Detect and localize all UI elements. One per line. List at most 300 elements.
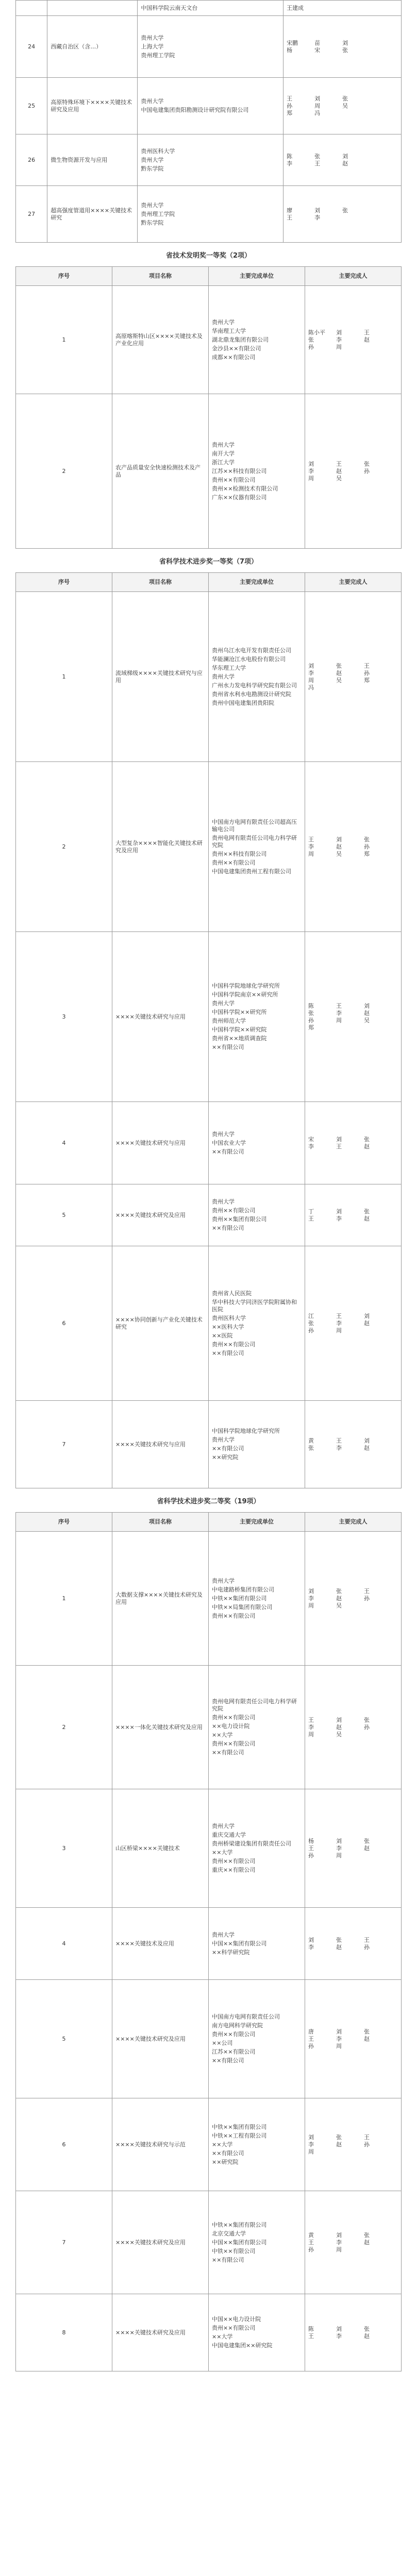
completing-people bbox=[305, 1401, 402, 1488]
completing-people bbox=[305, 1184, 402, 1246]
person-name: 李 bbox=[308, 843, 314, 850]
unit-name: 贵州大学 bbox=[212, 318, 235, 326]
project-name: ××××一体化关键技术研究及应用 bbox=[112, 1666, 209, 1789]
unit-name: ××大学 bbox=[212, 2141, 233, 2148]
person-name: 李 bbox=[336, 1319, 342, 1327]
person-name: 孙 bbox=[308, 2042, 314, 2049]
person-name: 张 bbox=[342, 46, 348, 54]
person-name: 黄 bbox=[308, 1437, 314, 1444]
unit-name: 中国科学院××研究所 bbox=[212, 1009, 267, 1015]
unit-name: 中铁××局集团有限公司 bbox=[212, 1603, 273, 1611]
unit-name: 广东××仪器有限公司 bbox=[212, 494, 267, 501]
person-name: 孙 bbox=[364, 1943, 370, 1951]
person-name: 王 bbox=[287, 214, 293, 221]
unit-name: ××医科大学 bbox=[212, 1323, 244, 1330]
person-name: 张 bbox=[364, 1837, 370, 1844]
unit-name: 中国科学院云南天文台 bbox=[141, 4, 198, 11]
person-name: 赵 bbox=[364, 1319, 370, 1327]
unit-name: 贵州乌江水电开发有限责任公司 bbox=[212, 647, 291, 654]
unit-name: ××有限公司 bbox=[212, 1349, 244, 1357]
unit-name: 贵州大学 bbox=[212, 1436, 235, 1443]
row-number: 27 bbox=[16, 186, 47, 243]
unit-name: 贵州大学 bbox=[212, 1931, 235, 1938]
person-name: 张 bbox=[336, 1936, 342, 1943]
person-name: 杨 bbox=[287, 46, 293, 54]
person-name: 冯 bbox=[308, 684, 314, 691]
unit-name: 南开大学 bbox=[212, 450, 235, 457]
table-header-row bbox=[16, 1513, 402, 1532]
row-number: 24 bbox=[16, 16, 47, 78]
person-name: 唐 bbox=[308, 2028, 314, 2035]
person-name: 刘 bbox=[314, 95, 321, 102]
person-name: 赵 bbox=[364, 1844, 370, 1852]
unit-name: 中国南方电网有限责任公司 bbox=[212, 2013, 280, 2020]
person-name: 王 bbox=[364, 1587, 370, 1595]
completing-units bbox=[209, 2098, 305, 2191]
person-name: 李 bbox=[336, 1215, 342, 1222]
unit-name: 贵州省人民医院 bbox=[212, 1290, 252, 1297]
unit-name: 华能澜沧江水电股份有限公司 bbox=[212, 655, 286, 663]
person-name: 张 bbox=[336, 662, 342, 669]
person-name: 刘 bbox=[364, 1002, 370, 1009]
person-name: 陈小平 bbox=[308, 329, 325, 336]
person-name: 刘 bbox=[336, 329, 342, 336]
header-people: 主要完成人 bbox=[305, 1513, 402, 1532]
unit-name: 贵州大学 bbox=[141, 98, 164, 105]
person-name: 吴 bbox=[336, 1602, 342, 1609]
table-row bbox=[16, 1789, 402, 1908]
person-name: 刘 bbox=[364, 1312, 370, 1319]
person-name: 周 bbox=[308, 1731, 314, 1738]
person-name: 刘 bbox=[308, 460, 314, 467]
section-title-innovation: 省技术发明奖一等奖（2项） bbox=[165, 252, 252, 260]
person-name: 李 bbox=[287, 160, 293, 167]
completing-units bbox=[209, 762, 305, 932]
person-name: 张 bbox=[364, 1716, 370, 1723]
unit-name: 贵州××有限公司 bbox=[212, 1341, 256, 1348]
completing-units bbox=[138, 186, 283, 243]
person-name: 刘 bbox=[314, 207, 321, 214]
person-name: 李 bbox=[308, 1943, 314, 1951]
unit-name: 江苏××有限公司 bbox=[212, 2048, 256, 2055]
unit-name: ××有限公司 bbox=[212, 1749, 244, 1756]
completing-people bbox=[283, 16, 402, 78]
row-number: 4 bbox=[16, 1102, 112, 1184]
unit-name: 贵州××有限公司 bbox=[212, 1858, 256, 1865]
person-name: 周 bbox=[308, 2148, 314, 2155]
completing-units bbox=[209, 1980, 305, 2098]
person-name: 刘 bbox=[336, 1716, 342, 1723]
person-name: 王 bbox=[336, 1002, 342, 1009]
unit-name: ××有限公司 bbox=[212, 1044, 244, 1050]
person-name: 江 bbox=[308, 1312, 314, 1319]
unit-name: 贵州大学 bbox=[212, 1000, 235, 1007]
unit-name: 中国电建集团××研究院 bbox=[212, 2342, 273, 2349]
unit-name: 华南理工大学 bbox=[212, 327, 246, 334]
unit-name: 中国电建集团贵阳勘测设计研究院有限公司 bbox=[141, 107, 249, 113]
person-name: 孙 bbox=[287, 102, 293, 109]
header-name: 项目名称 bbox=[112, 1513, 209, 1532]
unit-name: 中铁××有限公司 bbox=[212, 2247, 256, 2255]
person-name: 王 bbox=[314, 160, 321, 167]
completing-people bbox=[305, 2294, 402, 2371]
completing-people bbox=[305, 1980, 402, 2098]
person-name: 陈 bbox=[308, 2325, 314, 2332]
completing-people bbox=[283, 186, 402, 243]
person-name: 周 bbox=[336, 1016, 342, 1024]
person-name: 吴 bbox=[364, 1016, 370, 1024]
person-name: 李 bbox=[308, 669, 314, 676]
unit-name: 贵州××有限公司 bbox=[212, 2325, 256, 2331]
person-name: 赵 bbox=[336, 669, 342, 676]
unit-name: 贵州大学 bbox=[212, 1577, 235, 1584]
unit-name: 重庆交通大学 bbox=[212, 1832, 246, 1838]
project-name: 超高强度管道用××××关键技术研究 bbox=[47, 186, 138, 243]
section-title-progress-first: 省科学技术进步奖一等奖（7项） bbox=[159, 558, 258, 566]
unit-name: 黔东学院 bbox=[141, 165, 164, 172]
person-name: 刘 bbox=[308, 1587, 314, 1595]
unit-name: 中国科学院××研究院 bbox=[212, 1026, 267, 1033]
person-name: 孙 bbox=[364, 1595, 370, 1602]
person-name: 冯 bbox=[314, 109, 321, 116]
unit-name: 重庆××有限公司 bbox=[212, 1867, 256, 1873]
completing-units bbox=[138, 1, 283, 16]
person-name: 王 bbox=[364, 2133, 370, 2141]
project-name: ××××关键技术及应用 bbox=[112, 1908, 209, 1980]
completing-people bbox=[305, 1789, 402, 1908]
person-name: 孙 bbox=[308, 1327, 314, 1334]
unit-name: 贵州××有限公司 bbox=[212, 476, 256, 483]
header-people: 主要完成人 bbox=[305, 573, 402, 592]
person-name: 王 bbox=[336, 460, 342, 467]
completing-people bbox=[305, 286, 402, 394]
person-name: 王 bbox=[308, 1844, 314, 1852]
project-name: ××××关键技术研究及应用 bbox=[112, 1980, 209, 2098]
person-name: 郑 bbox=[287, 109, 293, 116]
unit-name: ××大学 bbox=[212, 1732, 233, 1738]
person-name: 孙 bbox=[308, 1016, 314, 1024]
project-name: ××××关键技术研究及应用 bbox=[112, 2191, 209, 2294]
table-row bbox=[16, 1980, 402, 2098]
unit-name: 南方电网科学研究院 bbox=[212, 2022, 263, 2029]
unit-name: ××研究院 bbox=[212, 2158, 239, 2165]
unit-name: 中铁××集团有限公司 bbox=[212, 2221, 267, 2228]
header-name: 项目名称 bbox=[112, 267, 209, 286]
person-name: 陈 bbox=[308, 1002, 314, 1009]
unit-name: 贵州省水利水电勘测设计研究院 bbox=[212, 690, 291, 698]
person-name: 刘 bbox=[308, 662, 314, 669]
unit-name: 金沙县××有限公司 bbox=[212, 345, 261, 352]
project-name: ××××关键技术研究与应用 bbox=[112, 932, 209, 1102]
person-name: 张 bbox=[364, 460, 370, 467]
unit-name: 湖北鼎龙集团有限公司 bbox=[212, 336, 269, 343]
table-row bbox=[16, 592, 402, 762]
row-number: 5 bbox=[16, 1980, 112, 2098]
header-no: 序号 bbox=[16, 267, 112, 286]
person-name: 赵 bbox=[364, 1143, 370, 1150]
unit-name: 中国科学院南京××研究所 bbox=[212, 991, 278, 998]
unit-name: 贵州××有限公司 bbox=[212, 859, 256, 866]
project-name: ××××关键技术研究与示范 bbox=[112, 2098, 209, 2191]
person-name: 孙 bbox=[364, 843, 370, 850]
person-name: 赵 bbox=[336, 1723, 342, 1731]
unit-name: 中国××集团有限公司 bbox=[212, 2239, 267, 2246]
progress-second-table bbox=[15, 1512, 402, 2371]
unit-name: 上海大学 bbox=[141, 43, 164, 50]
header-people: 主要完成人 bbox=[305, 267, 402, 286]
person-name: 赵 bbox=[336, 843, 342, 850]
table-row bbox=[16, 286, 402, 394]
completing-people bbox=[283, 134, 402, 186]
project-name: ××××关键技术研究与应用 bbox=[112, 1401, 209, 1488]
table-row bbox=[16, 78, 402, 134]
project-name: 农产品质量安全快速检测技术及产品 bbox=[112, 394, 209, 549]
completing-people bbox=[305, 762, 402, 932]
person-name: 周 bbox=[336, 1327, 342, 1334]
person-name: 孙 bbox=[308, 343, 314, 350]
person-name: 周 bbox=[336, 2042, 342, 2049]
person-name: 张 bbox=[342, 207, 348, 214]
unit-name: 中国××电力设计院 bbox=[212, 2316, 261, 2323]
unit-name: 中国科学院地球化学研究所 bbox=[212, 1428, 280, 1434]
person-name: 苗 bbox=[314, 39, 321, 46]
person-name: 周 bbox=[314, 102, 321, 109]
unit-name: 贵州××检测技术有限公司 bbox=[212, 485, 278, 492]
completing-units bbox=[209, 592, 305, 762]
person-name: 张 bbox=[364, 2325, 370, 2332]
completing-units bbox=[209, 1184, 305, 1246]
person-name: 王 bbox=[308, 1215, 314, 1222]
unit-name: 中国××集团有限公司 bbox=[212, 1940, 267, 1947]
person-name: 张 bbox=[364, 2028, 370, 2035]
completing-people bbox=[305, 1102, 402, 1184]
unit-name: 中铁××工程有限公司 bbox=[212, 2132, 267, 2139]
completing-units bbox=[138, 16, 283, 78]
progress-first-table bbox=[15, 572, 402, 1488]
table-row bbox=[16, 1908, 402, 1980]
unit-name: ××电力设计院 bbox=[212, 1723, 250, 1730]
person-name: 刘 bbox=[342, 39, 348, 46]
table-header-row bbox=[16, 267, 402, 286]
unit-name: ××科学研究院 bbox=[212, 1948, 250, 1956]
completing-units bbox=[209, 2191, 305, 2294]
person-name: 王 bbox=[336, 1437, 342, 1444]
person-name: 王 bbox=[308, 2332, 314, 2340]
person-name: 张 bbox=[314, 152, 321, 160]
project-name: 微生物资源开发与应用 bbox=[47, 134, 138, 186]
completing-people bbox=[305, 1908, 402, 1980]
unit-name: 中国电建集团贵州工程有限公司 bbox=[212, 868, 291, 875]
project-name: 西藏自治区（含…） bbox=[47, 16, 138, 78]
person-name: 赵 bbox=[364, 2332, 370, 2340]
document-page bbox=[15, 0, 402, 2371]
table-row bbox=[16, 1532, 402, 1666]
person-name: 李 bbox=[308, 1143, 314, 1150]
table-row bbox=[16, 394, 402, 549]
unit-name: 贵州理工学院 bbox=[141, 210, 175, 217]
table-row bbox=[16, 1102, 402, 1184]
unit-name: 贵州大学 bbox=[212, 1823, 235, 1829]
unit-name: 贵州大学 bbox=[212, 673, 235, 680]
completing-people bbox=[305, 1246, 402, 1401]
row-number: 4 bbox=[16, 1908, 112, 1980]
unit-name: 中国农业大学 bbox=[212, 1139, 246, 1146]
person-name: 李 bbox=[314, 214, 321, 221]
row-number: 25 bbox=[16, 78, 47, 134]
person-name: 吴 bbox=[342, 102, 348, 109]
project-name bbox=[47, 1, 138, 16]
unit-name: 贵州省××地质调查院 bbox=[212, 1035, 267, 1042]
table-row bbox=[16, 932, 402, 1102]
row-number: 1 bbox=[16, 286, 112, 394]
unit-name: 华东理工大学 bbox=[212, 664, 246, 671]
person-name: 赵 bbox=[364, 336, 370, 343]
header-name: 项目名称 bbox=[112, 573, 209, 592]
completing-units bbox=[209, 1908, 305, 1980]
unit-name: 中国科学院地球化学研究所 bbox=[212, 982, 280, 989]
unit-name: 江苏××科技有限公司 bbox=[212, 467, 267, 474]
header-no: 序号 bbox=[16, 573, 112, 592]
person-name: 刘 bbox=[364, 1437, 370, 1444]
person-name: 刘 bbox=[308, 1936, 314, 1943]
person-name: 王 bbox=[308, 2035, 314, 2042]
person-name: 赵 bbox=[364, 1009, 370, 1016]
unit-name: 贵州大学 bbox=[212, 1130, 235, 1138]
table-row bbox=[16, 186, 402, 243]
person-name: 刘 bbox=[336, 836, 342, 843]
person-name: 刘 bbox=[336, 2231, 342, 2239]
unit-name: 浙江大学 bbox=[212, 459, 235, 466]
top-table bbox=[15, 0, 402, 243]
person-name: 王 bbox=[308, 1716, 314, 1723]
person-name: 张 bbox=[364, 1208, 370, 1215]
person-name: 杨 bbox=[308, 1837, 314, 1844]
unit-name: 广州水力发电科学研究院有限公司 bbox=[212, 682, 297, 689]
person-name: 张 bbox=[364, 2231, 370, 2239]
unit-name: 贵州理工学院 bbox=[141, 52, 175, 59]
table-row bbox=[16, 2191, 402, 2294]
completing-people bbox=[305, 1666, 402, 1789]
person-name: 孙 bbox=[364, 669, 370, 676]
completing-people bbox=[283, 1, 402, 16]
person-name: 陈 bbox=[287, 152, 293, 160]
person-name: 王 bbox=[336, 1312, 342, 1319]
unit-name: 贵州电网有限责任公司电力科学研究院 bbox=[212, 1698, 297, 1712]
person-name: 王 bbox=[308, 836, 314, 843]
completing-people bbox=[305, 2191, 402, 2294]
unit-name: 贵州××有限公司 bbox=[212, 1612, 256, 1619]
completing-units bbox=[209, 394, 305, 549]
completing-units bbox=[209, 1246, 305, 1401]
project-name: ××××协同创新与产业化关键技术研究 bbox=[112, 1246, 209, 1401]
unit-name: 贵州大学 bbox=[141, 156, 164, 163]
row-number: 7 bbox=[16, 2191, 112, 2294]
person-name: 刘 bbox=[336, 1208, 342, 1215]
unit-name: ××有限公司 bbox=[212, 2149, 244, 2157]
completing-units bbox=[209, 1789, 305, 1908]
person-name: 丁 bbox=[308, 1208, 314, 1215]
unit-name: 贵州××有限公司 bbox=[212, 2031, 256, 2038]
project-name: 高原喀斯特山区××××关键技术及产业化应用 bbox=[112, 286, 209, 394]
row-number: 6 bbox=[16, 1246, 112, 1401]
completing-people bbox=[305, 394, 402, 549]
person-name: 张 bbox=[342, 95, 348, 102]
person-name: 孙 bbox=[308, 1852, 314, 1859]
project-name: ××××关键技术研究与应用 bbox=[112, 1102, 209, 1184]
unit-name: ××有限公司 bbox=[212, 1445, 244, 1452]
person-name: 赵 bbox=[336, 467, 342, 474]
person-name: 张 bbox=[364, 836, 370, 843]
person-name: 李 bbox=[308, 467, 314, 474]
completing-people bbox=[305, 2098, 402, 2191]
unit-name: ××大学 bbox=[212, 2333, 233, 2340]
unit-name: 贵州××有限公司 bbox=[212, 1207, 256, 1214]
person-name: 周 bbox=[308, 1602, 314, 1609]
completing-units bbox=[138, 78, 283, 134]
completing-units bbox=[209, 1102, 305, 1184]
unit-name: 贵州大学 bbox=[141, 34, 164, 41]
completing-units bbox=[209, 1666, 305, 1789]
person-name: 李 bbox=[336, 1009, 342, 1016]
completing-units bbox=[209, 1532, 305, 1666]
unit-name: 贵州电网有限责任公司电力科学研究院 bbox=[212, 834, 297, 849]
row-number: 26 bbox=[16, 134, 47, 186]
person-name: 刘 bbox=[342, 152, 348, 160]
unit-name: ××有限公司 bbox=[212, 2057, 244, 2064]
project-name: 大数据支撑××××关键技术研究及应用 bbox=[112, 1532, 209, 1666]
unit-name: 贵州××有限公司 bbox=[212, 1740, 256, 1747]
person-name: 刘 bbox=[308, 2133, 314, 2141]
person-name: 赵 bbox=[336, 2141, 342, 2148]
person-name: 孙 bbox=[364, 467, 370, 474]
unit-name: 中国南方电网有限责任公司超高压输电公司 bbox=[212, 818, 297, 833]
unit-name: 贵州桥梁建设集团有限责任公司 bbox=[212, 1840, 291, 1847]
header-units: 主要完成单位 bbox=[209, 267, 305, 286]
table-row bbox=[16, 1401, 402, 1488]
unit-name: 贵州医科大学 bbox=[212, 1314, 246, 1321]
person-name: 宋 bbox=[308, 1136, 314, 1143]
person-name: 赵 bbox=[336, 1943, 342, 1951]
person-name: 张 bbox=[308, 1444, 314, 1451]
row-number: 5 bbox=[16, 1184, 112, 1246]
person-name: 李 bbox=[336, 1844, 342, 1852]
unit-name: 北京交通大学 bbox=[212, 2230, 246, 2237]
completing-units bbox=[209, 2294, 305, 2371]
unit-name: ××有限公司 bbox=[212, 1148, 244, 1155]
completing-people bbox=[305, 932, 402, 1102]
completing-units bbox=[209, 932, 305, 1102]
person-name: 王 bbox=[364, 1936, 370, 1943]
row-number: 3 bbox=[16, 1789, 112, 1908]
table-header-row bbox=[16, 573, 402, 592]
unit-name: 贵州医科大学 bbox=[141, 147, 175, 155]
unit-name: 成都××有限公司 bbox=[212, 353, 256, 361]
table-row bbox=[16, 1246, 402, 1401]
unit-name: 中铁××集团有限公司 bbox=[212, 1595, 267, 1602]
row-number: 6 bbox=[16, 2098, 112, 2191]
header-units: 主要完成单位 bbox=[209, 573, 305, 592]
person-name: 张 bbox=[308, 336, 314, 343]
unit-name: ××有限公司 bbox=[212, 1225, 244, 1231]
person-name: 刘 bbox=[336, 1136, 342, 1143]
person-name: 宋 bbox=[314, 46, 321, 54]
person-name: 周 bbox=[308, 676, 314, 684]
person-name: 吴 bbox=[336, 850, 342, 857]
completing-people bbox=[305, 592, 402, 762]
person-name: 郑 bbox=[364, 676, 370, 684]
unit-name: 贵州大学 bbox=[212, 441, 235, 448]
unit-name: 贵州××有限公司 bbox=[212, 1714, 256, 1721]
